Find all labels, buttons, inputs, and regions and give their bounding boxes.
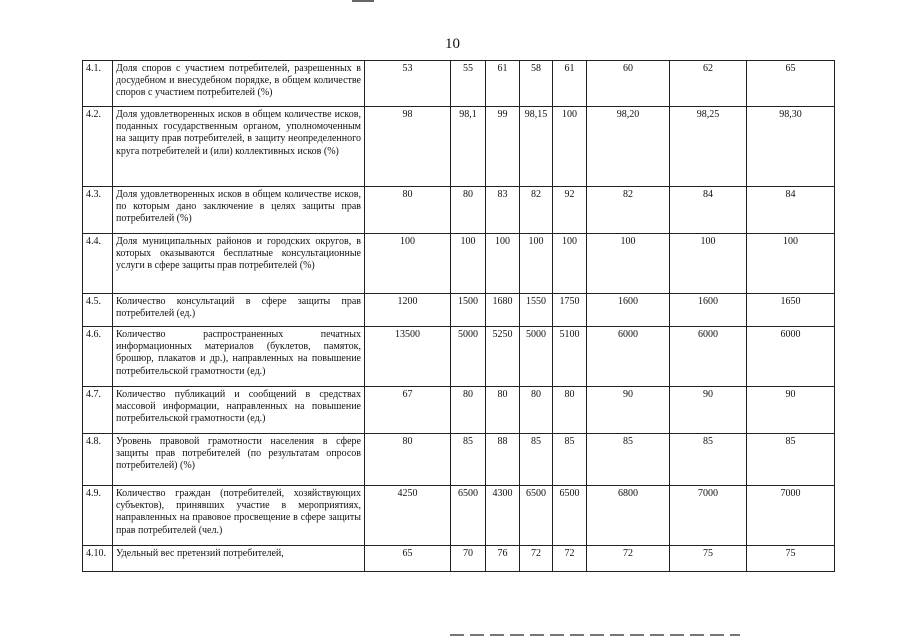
indicator-value: 98,25 [670,107,747,187]
indicator-value: 62 [670,61,747,107]
indicator-value: 100 [451,234,486,294]
indicator-value: 76 [486,546,520,572]
indicator-value: 85 [553,434,587,486]
indicator-value: 80 [365,434,451,486]
indicator-value: 85 [451,434,486,486]
indicator-value: 58 [520,61,553,107]
row-number: 4.1. [83,61,113,107]
indicator-value: 1650 [747,294,835,327]
indicator-name: Количество распространенных печатных информационных материалов (буклетов, памяток, брошюр, плакатов и др.), направленных на повышение потребительской грамотности (ед.) [113,327,365,387]
indicator-value: 6500 [553,486,587,546]
indicator-value: 7000 [670,486,747,546]
table-row [83,546,835,572]
indicator-value: 100 [553,234,587,294]
table-row [83,434,835,486]
indicator-value: 65 [747,61,835,107]
row-number: 4.3. [83,187,113,234]
indicator-value: 60 [587,61,670,107]
indicator-value: 75 [670,546,747,572]
indicator-value: 98,1 [451,107,486,187]
indicator-value: 100 [365,234,451,294]
indicator-name: Удельный вес претензий потребителей, [113,546,365,572]
table-row [83,187,835,234]
row-number: 4.4. [83,234,113,294]
row-number: 4.8. [83,434,113,486]
table-row [83,234,835,294]
indicator-value: 83 [486,187,520,234]
indicator-value: 85 [670,434,747,486]
indicator-value: 72 [553,546,587,572]
indicator-value: 100 [520,234,553,294]
indicator-value: 1600 [670,294,747,327]
indicator-name: Доля споров с участием потребителей, разрешенных в досудебном и внесудебном порядке, в общем количестве споров с участием потребителей (%) [113,61,365,107]
indicator-value: 65 [365,546,451,572]
indicator-value: 75 [747,546,835,572]
indicator-value: 85 [747,434,835,486]
scan-artifact-bottom [450,634,740,636]
table-body [83,61,835,572]
indicator-value: 90 [747,387,835,434]
indicator-value: 98 [365,107,451,187]
indicator-value: 5000 [520,327,553,387]
table-row [83,327,835,387]
indicator-value: 53 [365,61,451,107]
indicator-value: 98,30 [747,107,835,187]
indicator-value: 6000 [587,327,670,387]
indicator-value: 100 [587,234,670,294]
table-row [83,387,835,434]
indicator-value: 92 [553,187,587,234]
indicator-value: 84 [747,187,835,234]
indicator-value: 1680 [486,294,520,327]
indicator-value: 100 [486,234,520,294]
indicator-value: 61 [553,61,587,107]
indicator-value: 1500 [451,294,486,327]
row-number: 4.10. [83,546,113,572]
indicator-name: Доля удовлетворенных исков в общем количестве исков, поданных государственным органом, уполномоченным на защиту прав потребителей, в защиту неопределенного круга потребителей и (или) коллективных исков (%) [113,107,365,187]
indicator-value: 55 [451,61,486,107]
table-row [83,486,835,546]
indicator-value: 72 [520,546,553,572]
indicator-value: 7000 [747,486,835,546]
row-number: 4.2. [83,107,113,187]
indicator-value: 67 [365,387,451,434]
indicator-value: 6000 [670,327,747,387]
indicator-value: 90 [587,387,670,434]
indicator-value: 6800 [587,486,670,546]
table-row [83,61,835,107]
indicator-value: 5100 [553,327,587,387]
indicator-value: 80 [520,387,553,434]
row-number: 4.5. [83,294,113,327]
indicator-value: 100 [670,234,747,294]
indicator-name: Доля муниципальных районов и городских округов, в которых оказываются бесплатные консультационные услуги в сфере защиты прав потребителей (%) [113,234,365,294]
indicator-value: 5000 [451,327,486,387]
indicator-value: 4250 [365,486,451,546]
indicator-value: 100 [747,234,835,294]
scan-artifact-top [352,0,374,2]
indicators-table [82,60,835,572]
indicator-value: 6500 [451,486,486,546]
indicator-value: 88 [486,434,520,486]
indicator-name: Уровень правовой грамотности населения в сфере защиты прав потребителей (по результатам опросов потребителей) (%) [113,434,365,486]
indicator-value: 6500 [520,486,553,546]
table-row [83,107,835,187]
indicator-value: 61 [486,61,520,107]
indicator-value: 13500 [365,327,451,387]
indicator-value: 72 [587,546,670,572]
indicator-value: 85 [587,434,670,486]
indicator-name: Количество публикаций и сообщений в средствах массовой информации, направленных на повышение потребительской грамотности (ед.) [113,387,365,434]
indicator-value: 80 [486,387,520,434]
indicator-value: 98,15 [520,107,553,187]
indicator-value: 1550 [520,294,553,327]
indicator-value: 5250 [486,327,520,387]
indicator-name: Доля удовлетворенных исков в общем количестве исков, по которым дано заключение в целях защиты прав потребителей (%) [113,187,365,234]
indicator-name: Количество граждан (потребителей, хозяйствующих субъектов), принявших участие в мероприятиях, направленных на правовое просвещение в сфере защиты прав потребителей (чел.) [113,486,365,546]
indicator-value: 80 [365,187,451,234]
indicator-value: 80 [553,387,587,434]
row-number: 4.9. [83,486,113,546]
indicator-value: 90 [670,387,747,434]
indicator-value: 80 [451,187,486,234]
row-number: 4.6. [83,327,113,387]
indicator-value: 4300 [486,486,520,546]
indicator-value: 1200 [365,294,451,327]
table-row [83,294,835,327]
indicator-value: 1750 [553,294,587,327]
indicator-value: 80 [451,387,486,434]
indicator-name: Количество консультаций в сфере защиты прав потребителей (ед.) [113,294,365,327]
indicator-value: 6000 [747,327,835,387]
indicator-value: 84 [670,187,747,234]
indicator-value: 82 [520,187,553,234]
indicator-value: 85 [520,434,553,486]
indicator-value: 70 [451,546,486,572]
row-number: 4.7. [83,387,113,434]
indicator-value: 1600 [587,294,670,327]
page-number: 10 [445,36,460,52]
indicator-value: 98,20 [587,107,670,187]
indicator-value: 82 [587,187,670,234]
indicator-value: 100 [553,107,587,187]
indicator-value: 99 [486,107,520,187]
